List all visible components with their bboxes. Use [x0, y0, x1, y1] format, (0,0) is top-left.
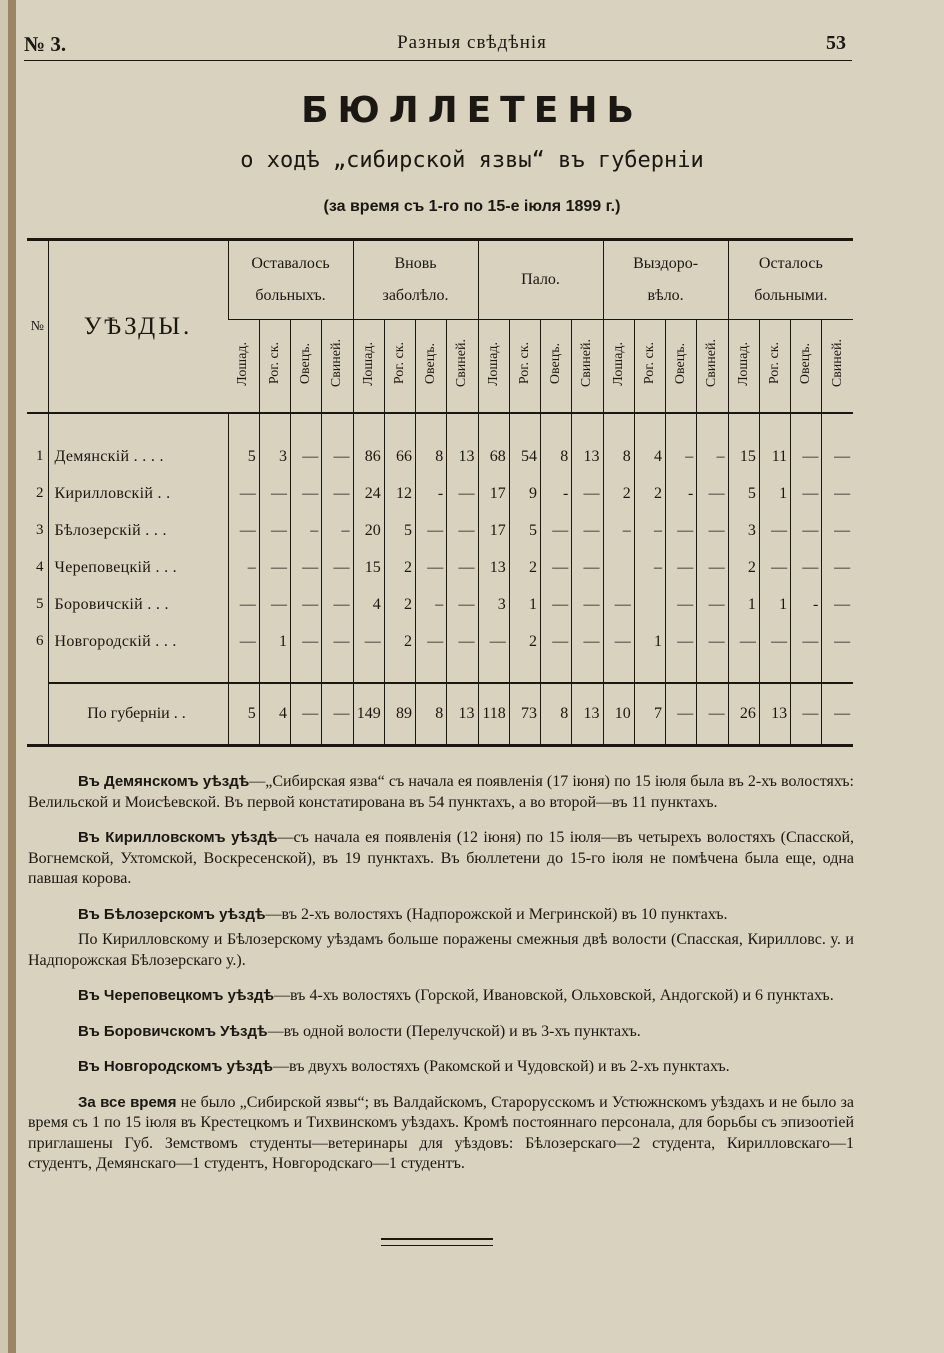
note-paragraph: [28, 986, 854, 1007]
note-paragraph: [28, 1057, 854, 1078]
spacer-cell: [697, 660, 728, 683]
total-value-cell: —: [791, 683, 822, 746]
value-cell: —: [666, 512, 697, 549]
spacer-cell: [541, 660, 572, 683]
group-header-recovered: Выздоро- вѣло.: [603, 240, 728, 320]
row-number: 3: [36, 522, 44, 538]
district-name: Демянскій . . . .: [48, 438, 228, 475]
animal-header: Свиней.: [697, 320, 728, 414]
group-header-remained: Оставалось больныхъ.: [228, 240, 353, 320]
district-name: Череповецкій . . .: [48, 549, 228, 586]
spacer-cell: [447, 414, 478, 438]
spacer-cell: [416, 660, 447, 683]
spacer-cell: [759, 660, 790, 683]
spacer-cell: [603, 414, 634, 438]
value-cell: 4: [634, 438, 665, 475]
district-name: Бѣлозерскій . . .: [48, 512, 228, 549]
value-cell: 3: [259, 438, 290, 475]
value-cell: 9: [509, 475, 540, 512]
total-value-cell: —: [666, 683, 697, 746]
group-header-still-sick: Осталось больными.: [728, 240, 853, 320]
spacer-cell: [322, 414, 353, 438]
value-cell: 8: [541, 438, 572, 475]
value-cell: 13: [478, 549, 509, 586]
total-value-cell: 10: [603, 683, 634, 746]
spacer-cell: [822, 660, 853, 683]
spacer-cell: [384, 660, 415, 683]
value-cell: 1: [728, 586, 759, 623]
spacer-cell: [572, 414, 603, 438]
spacer-cell: [291, 414, 322, 438]
value-cell: —: [447, 586, 478, 623]
district-name: Боровичскій . . .: [48, 586, 228, 623]
value-cell: —: [697, 475, 728, 512]
animal-header: Рог. ск.: [509, 320, 540, 414]
animal-header: Лошад.: [235, 341, 251, 386]
value-cell: —: [572, 586, 603, 623]
total-row: [27, 683, 853, 746]
value-cell: 8: [603, 438, 634, 475]
spacer-cell: [791, 414, 822, 438]
value-cell: —: [728, 623, 759, 660]
value-cell: -: [541, 475, 572, 512]
value-cell: 5: [384, 512, 415, 549]
value-cell: —: [228, 623, 259, 660]
total-value-cell: 118: [478, 683, 509, 746]
value-cell: [634, 586, 665, 623]
value-cell: 2: [384, 623, 415, 660]
value-cell: –: [634, 549, 665, 586]
value-cell: 17: [478, 512, 509, 549]
bulletin-subtitle: о ходѣ „сибирской язвы“ въ губерніи: [240, 148, 704, 173]
total-value-cell: —: [697, 683, 728, 746]
value-cell: —: [291, 549, 322, 586]
total-value-cell: 149: [353, 683, 384, 746]
total-value-cell: —: [291, 683, 322, 746]
value-cell: 5: [509, 512, 540, 549]
note-text: —въ 4-хъ волостяхъ (Горской, Ивановской, Ольховской, Андогской) и 6 пунктахъ.: [274, 987, 834, 1004]
row-number: 1: [36, 448, 44, 464]
value-cell: —: [478, 623, 509, 660]
value-cell: 1: [259, 623, 290, 660]
spacer-cell: [259, 414, 290, 438]
value-cell: 66: [384, 438, 415, 475]
value-cell: 1: [509, 586, 540, 623]
animal-header: Лошад.: [728, 320, 759, 414]
note-paragraph: [28, 772, 854, 813]
note-paragraph: [28, 905, 854, 926]
value-cell: —: [541, 623, 572, 660]
spacer-cell: [666, 414, 697, 438]
header-rule: [24, 60, 852, 61]
value-cell: —: [416, 512, 447, 549]
value-cell: –: [634, 512, 665, 549]
value-cell: —: [572, 623, 603, 660]
value-cell: 4: [353, 586, 384, 623]
value-cell: —: [322, 586, 353, 623]
bulletin-period: (за время съ 1-го по 15-е іюля 1899 г.): [323, 198, 621, 215]
spacer-cell: [48, 660, 228, 683]
spacer-cell: [291, 660, 322, 683]
value-cell: —: [666, 549, 697, 586]
table-row: [27, 438, 853, 475]
spacer-cell: [353, 660, 384, 683]
value-cell: —: [322, 549, 353, 586]
value-cell: —: [291, 438, 322, 475]
value-cell: —: [322, 438, 353, 475]
value-cell: —: [353, 623, 384, 660]
value-cell: 8: [416, 438, 447, 475]
note-lead: За все время: [78, 1093, 177, 1111]
row-number: 6: [36, 633, 44, 649]
value-cell: —: [416, 623, 447, 660]
value-cell: —: [572, 549, 603, 586]
value-cell: —: [791, 512, 822, 549]
total-value-cell: 4: [259, 683, 290, 746]
total-value-cell: 13: [447, 683, 478, 746]
value-cell: —: [791, 549, 822, 586]
spacer-cell: [322, 660, 353, 683]
spacer-cell: [728, 660, 759, 683]
districts-column-header: УѢЗДЫ.: [48, 240, 228, 414]
value-cell: 86: [353, 438, 384, 475]
value-cell: 11: [759, 438, 790, 475]
total-number-cell: [27, 683, 48, 746]
value-cell: 3: [728, 512, 759, 549]
value-cell: —: [697, 623, 728, 660]
value-cell: —: [447, 549, 478, 586]
value-cell: —: [259, 475, 290, 512]
spacer-cell: [634, 660, 665, 683]
value-cell: —: [822, 549, 853, 586]
value-cell: —: [259, 512, 290, 549]
value-cell: -: [791, 586, 822, 623]
page-number: 53: [826, 32, 846, 54]
row-number: 4: [36, 559, 44, 575]
value-cell: —: [603, 623, 634, 660]
value-cell: —: [228, 475, 259, 512]
value-cell: -: [416, 475, 447, 512]
total-label: По губерніи . .: [48, 683, 228, 746]
table-row: [27, 586, 853, 623]
value-cell: 12: [384, 475, 415, 512]
note-paragraph: [28, 828, 854, 890]
animal-header: Рог. ск.: [259, 320, 290, 414]
spacer-cell: [228, 660, 259, 683]
spacer-cell: [478, 414, 509, 438]
value-cell: —: [697, 586, 728, 623]
value-cell: 1: [759, 586, 790, 623]
note-text: —въ двухъ волостяхъ (Ракомской и Чудовской) и въ 2-хъ пунктахъ.: [273, 1058, 730, 1075]
value-cell: —: [791, 623, 822, 660]
animal-header: Рог. ск.: [759, 320, 790, 414]
value-cell: —: [322, 475, 353, 512]
animal-header: Свиней.: [322, 320, 353, 414]
animal-header: Свиней.: [572, 320, 603, 414]
animal-header: Рог. ск.: [634, 320, 665, 414]
value-cell: —: [291, 475, 322, 512]
bulletin-table: [27, 238, 853, 747]
spacer-cell: [27, 660, 48, 683]
value-cell: –: [291, 512, 322, 549]
animal-header: Овецъ.: [541, 320, 572, 414]
value-cell: —: [228, 586, 259, 623]
value-cell: —: [759, 549, 790, 586]
note-lead: Въ Демянскомъ уѣздѣ: [78, 773, 250, 790]
value-cell: —: [416, 549, 447, 586]
spacer-cell: [791, 660, 822, 683]
value-cell: 2: [384, 549, 415, 586]
value-cell: 13: [447, 438, 478, 475]
value-cell: —: [666, 623, 697, 660]
value-cell: 2: [384, 586, 415, 623]
value-cell: —: [822, 512, 853, 549]
value-cell: —: [822, 438, 853, 475]
value-cell: 15: [353, 549, 384, 586]
spacer-cell: [478, 660, 509, 683]
value-cell: 2: [509, 549, 540, 586]
value-cell: 17: [478, 475, 509, 512]
value-cell: —: [822, 586, 853, 623]
value-cell: 2: [728, 549, 759, 586]
note-text: —„Сибирская язва“ съ начала ея появленія (17 іюня) по 15 іюля была въ 2-хъ волостяхъ: Велильской и Моисѣевской. Въ первой констатирована въ 54 пунктахъ, а во второй—въ 11 пунктахъ.: [28, 773, 854, 811]
animal-header: Свиней.: [822, 320, 853, 414]
animal-header: Овецъ.: [791, 320, 822, 414]
value-cell: —: [259, 549, 290, 586]
animal-header: Лошад.: [603, 320, 634, 414]
total-value-cell: 73: [509, 683, 540, 746]
value-cell: 20: [353, 512, 384, 549]
value-cell: —: [759, 623, 790, 660]
value-cell: —: [572, 475, 603, 512]
total-value-cell: —: [322, 683, 353, 746]
section-title: Разныя свѣдѣнія: [397, 32, 547, 53]
spacer-cell: [822, 414, 853, 438]
spacer-cell: [541, 414, 572, 438]
value-cell: 2: [634, 475, 665, 512]
spacer-cell: [759, 414, 790, 438]
end-rule: [381, 1238, 493, 1246]
value-cell: 2: [509, 623, 540, 660]
value-cell: —: [291, 586, 322, 623]
value-cell: —: [603, 586, 634, 623]
value-cell: —: [791, 475, 822, 512]
total-value-cell: 13: [759, 683, 790, 746]
note-lead: Въ Боровичскомъ Уѣздѣ: [78, 1022, 268, 1040]
value-cell: —: [291, 623, 322, 660]
group-header-died: Пало.: [478, 240, 603, 320]
value-cell: –: [228, 549, 259, 586]
value-cell: 5: [728, 475, 759, 512]
animal-header: Овецъ.: [291, 320, 322, 414]
value-cell: —: [322, 623, 353, 660]
value-cell: –: [697, 438, 728, 475]
total-value-cell: —: [822, 683, 853, 746]
animal-header: Овецъ.: [666, 320, 697, 414]
total-value-cell: 5: [228, 683, 259, 746]
value-cell: —: [572, 512, 603, 549]
value-cell: —: [791, 438, 822, 475]
bulletin-title: БЮЛЛЕТЕНЬ: [301, 90, 643, 131]
animal-header: Свиней.: [447, 320, 478, 414]
spacer-cell: [259, 660, 290, 683]
animal-header: Лошад.: [478, 320, 509, 414]
number-column-header: №: [30, 318, 44, 334]
value-cell: 1: [759, 475, 790, 512]
value-cell: –: [322, 512, 353, 549]
spacer-cell: [416, 414, 447, 438]
spacer-cell: [509, 414, 540, 438]
note-paragraph: [28, 930, 854, 971]
note-lead: Въ Череповецкомъ уѣздѣ: [78, 987, 275, 1004]
note-lead: Въ Новгородскомъ уѣздѣ: [78, 1058, 274, 1075]
district-name: Кирилловскій . .: [48, 475, 228, 512]
note-lead: Въ Кирилловскомъ уѣздѣ: [78, 829, 278, 846]
spacer-cell: [666, 660, 697, 683]
total-value-cell: 13: [572, 683, 603, 746]
spacer-cell: [509, 660, 540, 683]
value-cell: —: [259, 586, 290, 623]
value-cell: –: [603, 512, 634, 549]
total-value-cell: 8: [416, 683, 447, 746]
spacer-cell: [27, 414, 48, 438]
animal-header: Овецъ.: [416, 320, 447, 414]
table-row: [27, 549, 853, 586]
value-cell: —: [447, 623, 478, 660]
value-cell: —: [228, 512, 259, 549]
total-value-cell: 89: [384, 683, 415, 746]
group-header-new: Вновь заболѣло.: [353, 240, 478, 320]
note-text: —въ 2-хъ волостяхъ (Надпорожской и Мегринской) въ 10 пунктахъ.: [265, 905, 728, 923]
animal-header: Лошад.: [353, 320, 384, 414]
note-text: —въ одной волости (Перелучской) и въ 3-хъ пунктахъ.: [267, 1022, 641, 1040]
spacer-cell: [603, 660, 634, 683]
note-text: По Кирилловскому и Бѣлозерскому уѣздамъ больше поражены смежныя двѣ волости (Спасская, Кирилловс. у. и Надпорожская Бѣлозерскаго у.).: [28, 931, 854, 969]
value-cell: 68: [478, 438, 509, 475]
notes: [28, 772, 855, 1190]
value-cell: -: [666, 475, 697, 512]
value-cell: 54: [509, 438, 540, 475]
value-cell: —: [541, 586, 572, 623]
note-paragraph: [28, 1093, 854, 1175]
spacer-cell: [447, 660, 478, 683]
spacer-cell: [572, 660, 603, 683]
table-row: [27, 623, 853, 660]
spacer-cell: [353, 414, 384, 438]
row-number: 5: [36, 596, 44, 612]
spacer-cell: [48, 414, 228, 438]
value-cell: 5: [228, 438, 259, 475]
note-text: не было „Сибирской язвы“; въ Валдайскомъ, Старорусскомъ и Устюжнскомъ уѣздахъ и не было за время съ 1 по 15 іюля въ Крестецкомъ и Тихвинскомъ уѣздахъ. Кромѣ постояннаго персонала, для борьбы съ эпизоотіей приглашены Губ. Земствомъ студенты—ветеринары для уѣздовъ: Бѣлозерскаго—2 студента, Кирилловскаго—1 студентъ, Демянскаго—1 студентъ, Новгородскаго—1 студентъ.: [28, 1093, 855, 1172]
table-row: [27, 475, 853, 512]
spacer-cell: [384, 414, 415, 438]
value-cell: 13: [572, 438, 603, 475]
value-cell: —: [759, 512, 790, 549]
value-cell: 3: [478, 586, 509, 623]
value-cell: —: [447, 512, 478, 549]
district-name: Новгородскій . . .: [48, 623, 228, 660]
note-paragraph: [28, 1022, 854, 1043]
total-value-cell: 7: [634, 683, 665, 746]
value-cell: [603, 549, 634, 586]
value-cell: —: [447, 475, 478, 512]
note-lead: Въ Бѣлозерскомъ уѣздѣ: [78, 905, 266, 923]
issue-number: № 3.: [24, 32, 67, 56]
row-number: 2: [36, 485, 44, 501]
value-cell: —: [697, 549, 728, 586]
table-row: [27, 512, 853, 549]
value-cell: —: [697, 512, 728, 549]
value-cell: 24: [353, 475, 384, 512]
value-cell: —: [822, 623, 853, 660]
value-cell: —: [541, 512, 572, 549]
spacer-cell: [634, 414, 665, 438]
value-cell: –: [666, 438, 697, 475]
value-cell: 1: [634, 623, 665, 660]
total-value-cell: 8: [541, 683, 572, 746]
note-text: —съ начала ея появленія (12 іюня) по 15 іюля—въ четырехъ волостяхъ (Спасской, Вогнемской, Ухтомской, Воскресенской), въ 19 пунктахъ. Въ бюллетени до 15-го іюля не помѣчена была еще, одна павшая корова.: [28, 829, 855, 887]
value-cell: –: [416, 586, 447, 623]
spacer-cell: [228, 414, 259, 438]
total-value-cell: 26: [728, 683, 759, 746]
value-cell: —: [541, 549, 572, 586]
value-cell: —: [666, 586, 697, 623]
spacer-cell: [697, 414, 728, 438]
value-cell: 15: [728, 438, 759, 475]
value-cell: —: [822, 475, 853, 512]
animal-header: Рог. ск.: [384, 320, 415, 414]
value-cell: 2: [603, 475, 634, 512]
spacer-cell: [728, 414, 759, 438]
